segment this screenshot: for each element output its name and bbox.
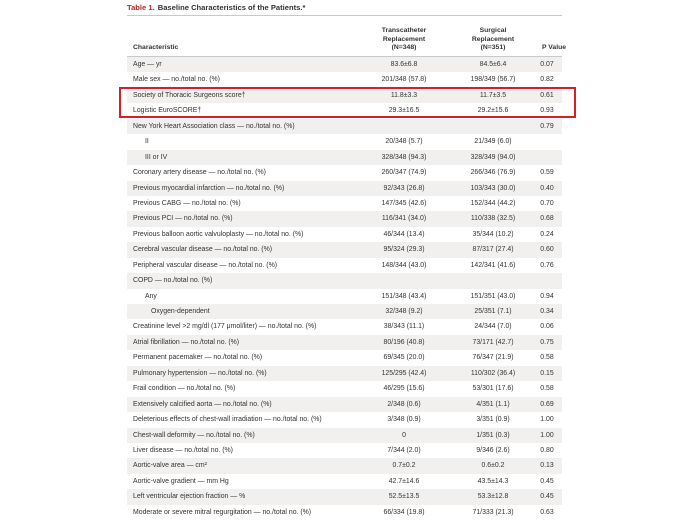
table-body [127,57,562,520]
table-row [127,242,562,257]
p-value: 0.45 [540,477,554,485]
header-transcatheter-line1: Transcatheter [381,27,427,35]
transcatheter-value: 328/348 (94.3) [381,153,427,161]
table-row [127,366,562,381]
transcatheter-value: 0.7±0.2 [392,462,416,470]
transcatheter-value: 95/324 (29.3) [383,246,425,254]
surgical-value: 87/317 (27.4) [472,246,514,254]
p-value: 0.82 [540,76,554,84]
row-label: Left ventricular ejection fraction — % [133,493,246,501]
surgical-value: 0.6±0.2 [481,462,505,470]
p-value: 0.07 [540,61,554,68]
row-label: Previous CABG — no./total no. (%) [133,199,241,207]
surgical-value: 142/341 (41.6) [470,261,516,269]
transcatheter-value: 46/344 (13.4) [383,230,425,238]
surgical-value: 53/301 (17.6) [472,385,514,393]
transcatheter-value: 20/348 (5.7) [385,138,423,146]
row-label: Any [145,292,157,300]
table-row [127,181,562,196]
row-label: Moderate or severe mitral regurgitation — no./total no. (%) [133,508,312,516]
transcatheter-value: 42.7±14.6 [388,477,420,485]
table-row [127,150,562,165]
p-value: 0.58 [540,385,554,393]
transcatheter-value: 52.5±13.5 [388,493,420,501]
table-row [127,227,562,242]
surgical-value: 76/347 (21.9) [472,354,514,362]
table-row [127,289,562,304]
surgical-value: 110/338 (32.5) [470,215,516,223]
header-p-value: P Value [541,43,567,51]
table-number: Table 1. [127,3,155,12]
transcatheter-value: 29.3±16.5 [388,107,420,115]
surgical-value: 198/349 (56.7) [470,76,516,84]
transcatheter-value: 32/348 (9.2) [385,308,423,315]
row-label: III or IV [145,153,168,161]
p-value: 0.60 [540,246,554,254]
header-transcatheter [359,27,449,52]
row-label: Society of Thoracic Surgeons score† [133,91,246,99]
table-caption [127,0,562,15]
transcatheter-value: 46/295 (15.6) [383,385,425,393]
surgical-value: 266/346 (76.9) [470,169,516,177]
row-label: New York Heart Association class — no./total no. (%) [133,122,295,130]
table-title: Baseline Characteristics of the Patients.* [157,3,306,12]
surgical-value: 103/343 (30.0) [470,184,516,192]
surgical-value: 152/344 (44.2) [470,199,516,207]
transcatheter-value: 3/348 (0.9) [387,416,421,424]
transcatheter-value: 83.6±6.8 [390,61,418,68]
row-label: Previous balloon aortic valvuloplasty — no./total no. (%) [133,230,304,238]
transcatheter-value: 38/343 (11.1) [383,323,425,331]
table-row [127,412,562,427]
transcatheter-value: 69/345 (20.0) [383,354,425,362]
table-row [127,57,562,72]
row-label: Liver disease — no./total no. (%) [133,446,233,454]
surgical-value: 1/351 (0.3) [476,431,510,439]
table-row [127,335,562,350]
table-row [127,134,562,149]
row-label: Extensively calcified aorta — no./total no. (%) [133,400,272,408]
row-label: Oxygen-dependent [151,308,210,315]
table-row [127,119,562,134]
surgical-value: 110/302 (36.4) [470,369,516,377]
p-value: 0.40 [540,184,554,192]
table-row [127,397,562,412]
p-value: 0.45 [540,493,554,501]
surgical-value: 43.5±14.3 [477,477,509,485]
row-label: Permanent pacemaker — no./total no. (%) [133,354,263,362]
p-value: 0.58 [540,354,554,362]
header-surgical-line2: Replacement [471,35,515,43]
surgical-value: 53.3±12.8 [477,493,509,501]
surgical-value: 29.2±15.6 [477,107,509,115]
row-label: Frail condition — no./total no. (%) [133,385,236,393]
row-label: Pulmonary hypertension — no./total no. (%) [133,369,267,377]
p-value: 0.75 [540,338,554,346]
p-value: 0.63 [540,508,554,516]
transcatheter-value: 147/345 (42.6) [381,199,427,207]
table-row [127,88,562,103]
p-value: 0.69 [540,400,554,408]
row-label: Peripheral vascular disease — no./total no. (%) [133,261,278,269]
table-row [127,165,562,180]
row-label: Aortic-valve area — cm² [133,462,207,470]
p-value: 0.76 [540,261,554,269]
table-row [127,443,562,458]
transcatheter-value: 7/344 (2.0) [387,446,421,454]
surgical-value: 71/333 (21.3) [472,508,514,516]
p-value: 0.93 [540,107,554,115]
table-row [127,381,562,396]
row-label: Age — yr [133,61,162,68]
surgical-value: 151/351 (43.0) [470,292,516,300]
table-row [127,319,562,334]
row-label: COPD — no./total no. (%) [133,277,213,285]
row-label: Atrial fibrillation — no./total no. (%) [133,338,240,346]
table-row [127,350,562,365]
surgical-value: 328/349 (94.0) [470,153,516,161]
table-row [127,458,562,473]
transcatheter-value: 125/295 (42.4) [381,369,427,377]
header-surgical [449,27,537,52]
surgical-value: 84.5±6.4 [479,61,507,68]
p-value: 0.94 [540,292,554,300]
p-value: 0.79 [540,122,554,130]
table-row [127,211,562,226]
table-row [127,258,562,273]
header-surgical-line1: Surgical [479,27,507,35]
transcatheter-value: 66/334 (19.8) [383,508,425,516]
row-label: Aortic-valve gradient — mm Hg [133,477,229,485]
surgical-value: 24/344 (7.0) [474,323,512,331]
surgical-value: 25/351 (7.1) [474,308,512,315]
header-transcatheter-line2: Replacement [382,35,426,43]
surgical-value: 73/171 (42.7) [472,338,514,346]
transcatheter-value: 2/348 (0.6) [387,400,421,408]
p-value: 0.68 [540,215,554,223]
surgical-value: 3/351 (0.9) [476,416,510,424]
transcatheter-value: 0 [402,431,406,439]
p-value: 0.15 [540,369,554,377]
transcatheter-value: 11.8±3.3 [390,91,418,99]
baseline-characteristics-table [127,0,567,520]
surgical-value: 11.7±3.5 [479,91,507,99]
row-label: Previous myocardial infarction — no./total no. (%) [133,184,285,192]
table-row [127,196,562,211]
row-label: Previous PCI — no./total no. (%) [133,215,233,223]
transcatheter-value: 148/344 (43.0) [381,261,427,269]
table-row [127,428,562,443]
row-label: II [145,138,149,146]
table-row [127,304,562,319]
p-value: 0.70 [540,199,554,207]
p-value: 0.80 [540,446,554,454]
p-value: 0.24 [540,230,554,238]
table-header [127,16,567,57]
transcatheter-value: 92/343 (26.8) [383,184,425,192]
row-label: Cerebral vascular disease — no./total no. (%) [133,246,273,254]
p-value: 1.00 [540,416,554,424]
p-value: 1.00 [540,431,554,439]
table-row [127,489,562,504]
surgical-value: 21/349 (6.0) [474,138,512,146]
row-label: Creatinine level >2 mg/dl (177 μmol/liter) — no./total no. (%) [133,323,317,331]
row-label: Coronary artery disease — no./total no. (%) [133,169,266,177]
surgical-value: 9/346 (2.6) [476,446,510,454]
table-row [127,273,562,288]
table-row [127,474,562,489]
header-surgical-n: (N=351) [480,43,506,51]
transcatheter-value: 151/348 (43.4) [381,292,427,300]
p-value: 0.59 [540,169,554,177]
p-value: 0.34 [540,308,554,315]
row-label: Logistic EuroSCORE† [133,107,202,115]
p-value: 0.61 [540,91,554,99]
header-transcatheter-n: (N=348) [391,43,417,51]
row-label: Chest-wall deformity — no./total no. (%) [133,431,255,439]
transcatheter-value: 260/347 (74.9) [381,169,427,177]
transcatheter-value: 80/196 (40.8) [383,338,425,346]
p-value: 0.06 [540,323,554,331]
table-row [127,103,562,118]
row-label: Male sex — no./total no. (%) [133,76,220,84]
surgical-value: 35/344 (10.2) [472,230,514,238]
header-characteristic: Characteristic [133,43,179,51]
table-row [127,505,562,520]
transcatheter-value: 116/341 (34.0) [381,215,427,223]
transcatheter-value: 201/348 (57.8) [381,76,427,84]
row-label: Deleterious effects of chest-wall irradiation — no./total no. (%) [133,416,322,424]
surgical-value: 4/351 (1.1) [476,400,510,408]
table-row [127,72,562,87]
p-value: 0.13 [540,462,554,470]
